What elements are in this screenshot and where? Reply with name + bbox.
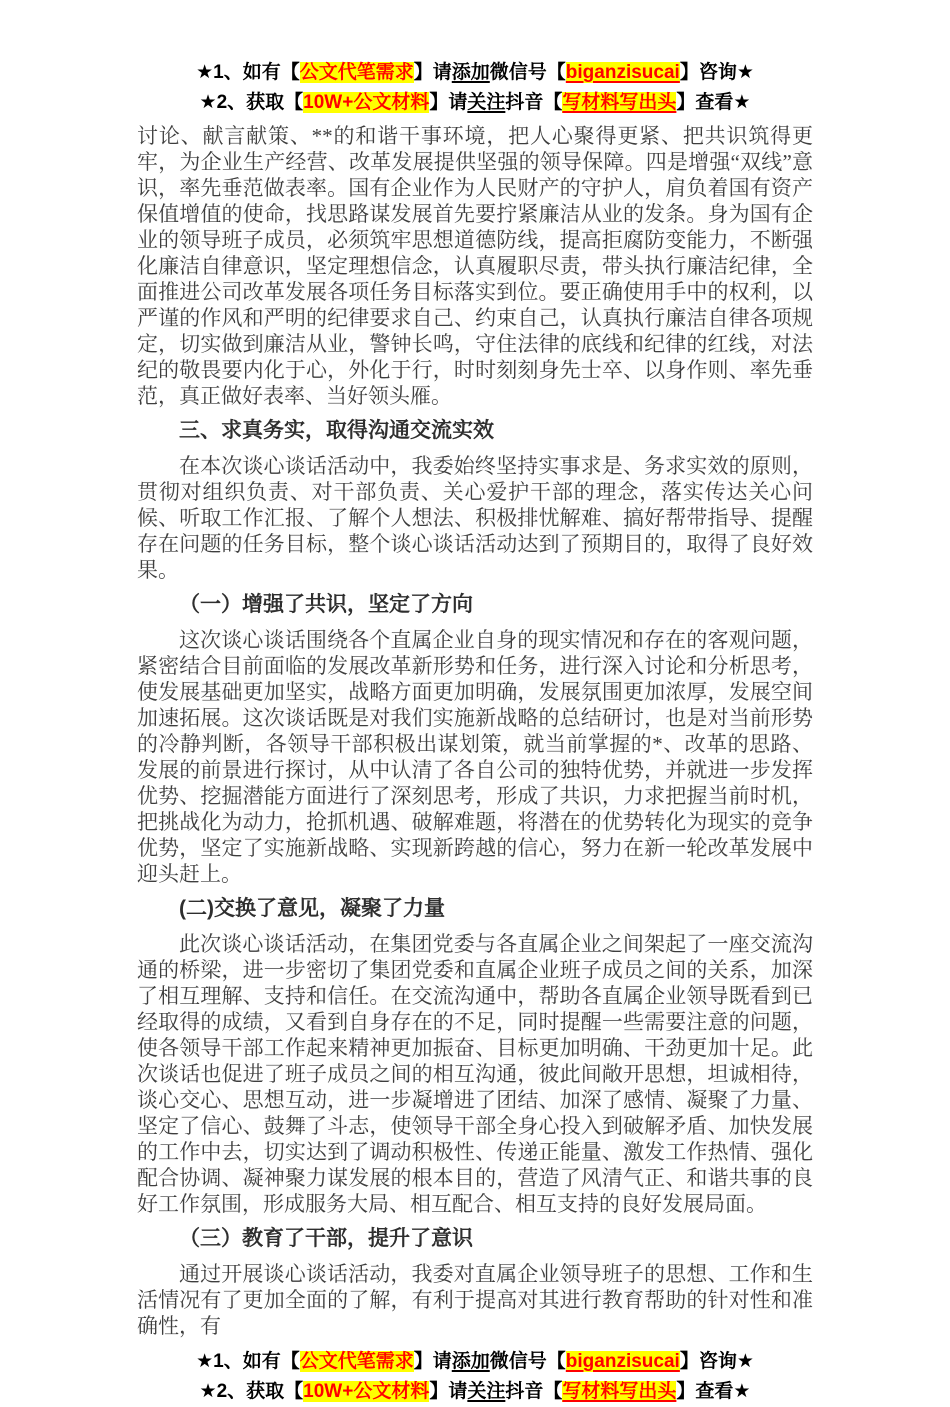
banner-segment: ★1、如有【 bbox=[196, 1351, 300, 1372]
banner-segment: 】请 bbox=[429, 92, 468, 113]
promo-banner-bottom-line-1 bbox=[137, 1347, 813, 1377]
banner-segment: 微信号【 bbox=[489, 62, 566, 83]
banner-segment: 】请 bbox=[429, 1381, 468, 1402]
promo-banner-top-line-1 bbox=[137, 58, 813, 88]
banner-segment: 10W+公文材料 bbox=[303, 1381, 430, 1402]
promo-banner-bottom bbox=[137, 1347, 813, 1407]
banner-segment: 写材料写出头 bbox=[562, 1381, 677, 1402]
banner-segment: 微信号【 bbox=[489, 1351, 566, 1372]
banner-segment: biganzisucai bbox=[565, 62, 680, 83]
banner-segment: 公文代笔需求 bbox=[299, 62, 414, 83]
subsection-heading-2: (二)交换了意见，凝聚了力量 bbox=[179, 897, 445, 920]
banner-segment: 关注 bbox=[467, 1381, 506, 1402]
paragraph: 这次谈心谈话围绕各个直属企业自身的现实情况和存在的客观问题，紧密结合目前面临的发展改革新形势和任务，进行深入讨论和分析思考，使发展基础更加坚实，战略方面更加明确，发展氛围更加浓厚，发展空间加速拓展。这次谈话既是对我们实施新战略的总结研讨，也是对当前形势的冷静判断，各领导干部积极出谋划策，就当前掌握的*、改革的思路、发展的前景进行探讨，从中认清了各自公司的独特优势，并就进一步发挥优势、挖掘潜能方面进行了深刻思考，形成了共识，力求把握当前时机，把挑战化为动力，抢抓机遇、破解难题，将潜在的优势转化为现实的竞争优势，坚定了实施新战略、实现新跨越的信心，努力在新一轮改革发展中迎头赶上。 bbox=[137, 628, 813, 886]
banner-segment: 】查看★ bbox=[676, 1381, 751, 1402]
promo-banner-bottom-line-2 bbox=[137, 1377, 813, 1407]
banner-segment: 10W+公文材料 bbox=[303, 92, 430, 113]
banner-segment: 】咨询★ bbox=[679, 62, 754, 83]
paragraph-continuation: 讨论、献言献策、**的和谐干事环境，把人心聚得更紧、把共识筑得更牢，为企业生产经营、改革发展提供坚强的领导保障。四是增强“双线”意识，率先垂范做表率。国有企业作为人民财产的守护人，肩负着国有资产保值增值的使命，找思路谋发展首先要拧紧廉洁从业的发条。身为国有企业的领导班子成员，必须筑牢思想道德防线，提高拒腐防变能力，不断强化廉洁自律意识，坚定理想信念，认真履职尽责，带头执行廉洁纪律，全面推进公司改革发展各项任务目标落实到位。要正确使用手中的权利，以严谨的作风和严明的纪律要求自己、约束自己，认真执行廉洁自律各项规定，切实做到廉洁从业，警钟长鸣，守住法律的底线和纪律的红线，对法纪的敬畏要内化于心，外化于行，时时刻刻身先士卒、以身作则、率先垂范，真正做好表率、当好领头雁。 bbox=[137, 124, 813, 408]
banner-segment: 】请 bbox=[413, 1351, 452, 1372]
banner-segment: 公文代笔需求 bbox=[299, 1351, 414, 1372]
paragraph: 在本次谈心谈话活动中，我委始终坚持实事求是、务求实效的原则，贯彻对组织负责、对干部负责、关心爱护干部的理念，落实传达关心问候、听取工作汇报、了解个人想法、积极排忧解难、搞好帮带指导、提醒存在问题的任务目标，整个谈心谈话活动达到了预期目的，取得了良好效果。 bbox=[137, 454, 813, 582]
banner-segment: 】查看★ bbox=[676, 92, 751, 113]
banner-segment: ★1、如有【 bbox=[196, 62, 300, 83]
banner-segment: 抖音【 bbox=[505, 92, 563, 113]
banner-segment: 抖音【 bbox=[505, 1381, 563, 1402]
subsection-heading-1: （一）增强了共识，坚定了方向 bbox=[179, 593, 473, 616]
section-heading-3: 三、求真务实，取得沟通交流实效 bbox=[179, 419, 494, 442]
banner-segment: biganzisucai bbox=[565, 1351, 680, 1372]
banner-segment: ★2、获取【 bbox=[199, 1381, 304, 1402]
promo-banner-top-line-2 bbox=[137, 88, 813, 118]
banner-segment: 关注 bbox=[467, 92, 506, 113]
paragraph: 此次谈心谈话活动，在集团党委与各直属企业之间架起了一座交流沟通的桥梁，进一步密切了集团党委和直属企业班子成员之间的关系，加深了相互理解、支持和信任。在交流沟通中，帮助各直属企业领导既看到已经取得的成绩，又看到自身存在的不足，同时提醒一些需要注意的问题，使各领导干部工作起来精神更加振奋、目标更加明确、干劲更加十足。此次谈话也促进了班子成员之间的相互沟通，彼此间敞开思想，坦诚相待，谈心交心、思想互动，进一步凝增进了团结、加深了感情、凝聚了力量、坚定了信心、鼓舞了斗志，使领导干部全身心投入到破解矛盾、加快发展的工作中去，切实达到了调动积极性、传递正能量、激发工作热情、强化配合协调、凝神聚力谋发展的根本目的，营造了风清气正、和谐共事的良好工作氛围，形成服务大局、相互配合、相互支持的良好发展局面。 bbox=[137, 932, 813, 1216]
banner-segment: 】咨询★ bbox=[679, 1351, 754, 1372]
promo-banner-top bbox=[137, 58, 813, 118]
banner-segment: 写材料写出头 bbox=[562, 92, 677, 113]
banner-segment: 】请 bbox=[413, 62, 452, 83]
banner-segment: 添加 bbox=[451, 62, 490, 83]
paragraph: 通过开展谈心谈话活动，我委对直属企业领导班子的思想、工作和生活情况有了更加全面的了解，有利于提高对其进行教育帮助的针对性和准确性，有 bbox=[137, 1262, 813, 1338]
banner-segment: 添加 bbox=[451, 1351, 490, 1372]
subsection-heading-3: （三）教育了干部，提升了意识 bbox=[179, 1227, 473, 1250]
banner-segment: ★2、获取【 bbox=[199, 92, 304, 113]
document-body bbox=[137, 123, 813, 1339]
